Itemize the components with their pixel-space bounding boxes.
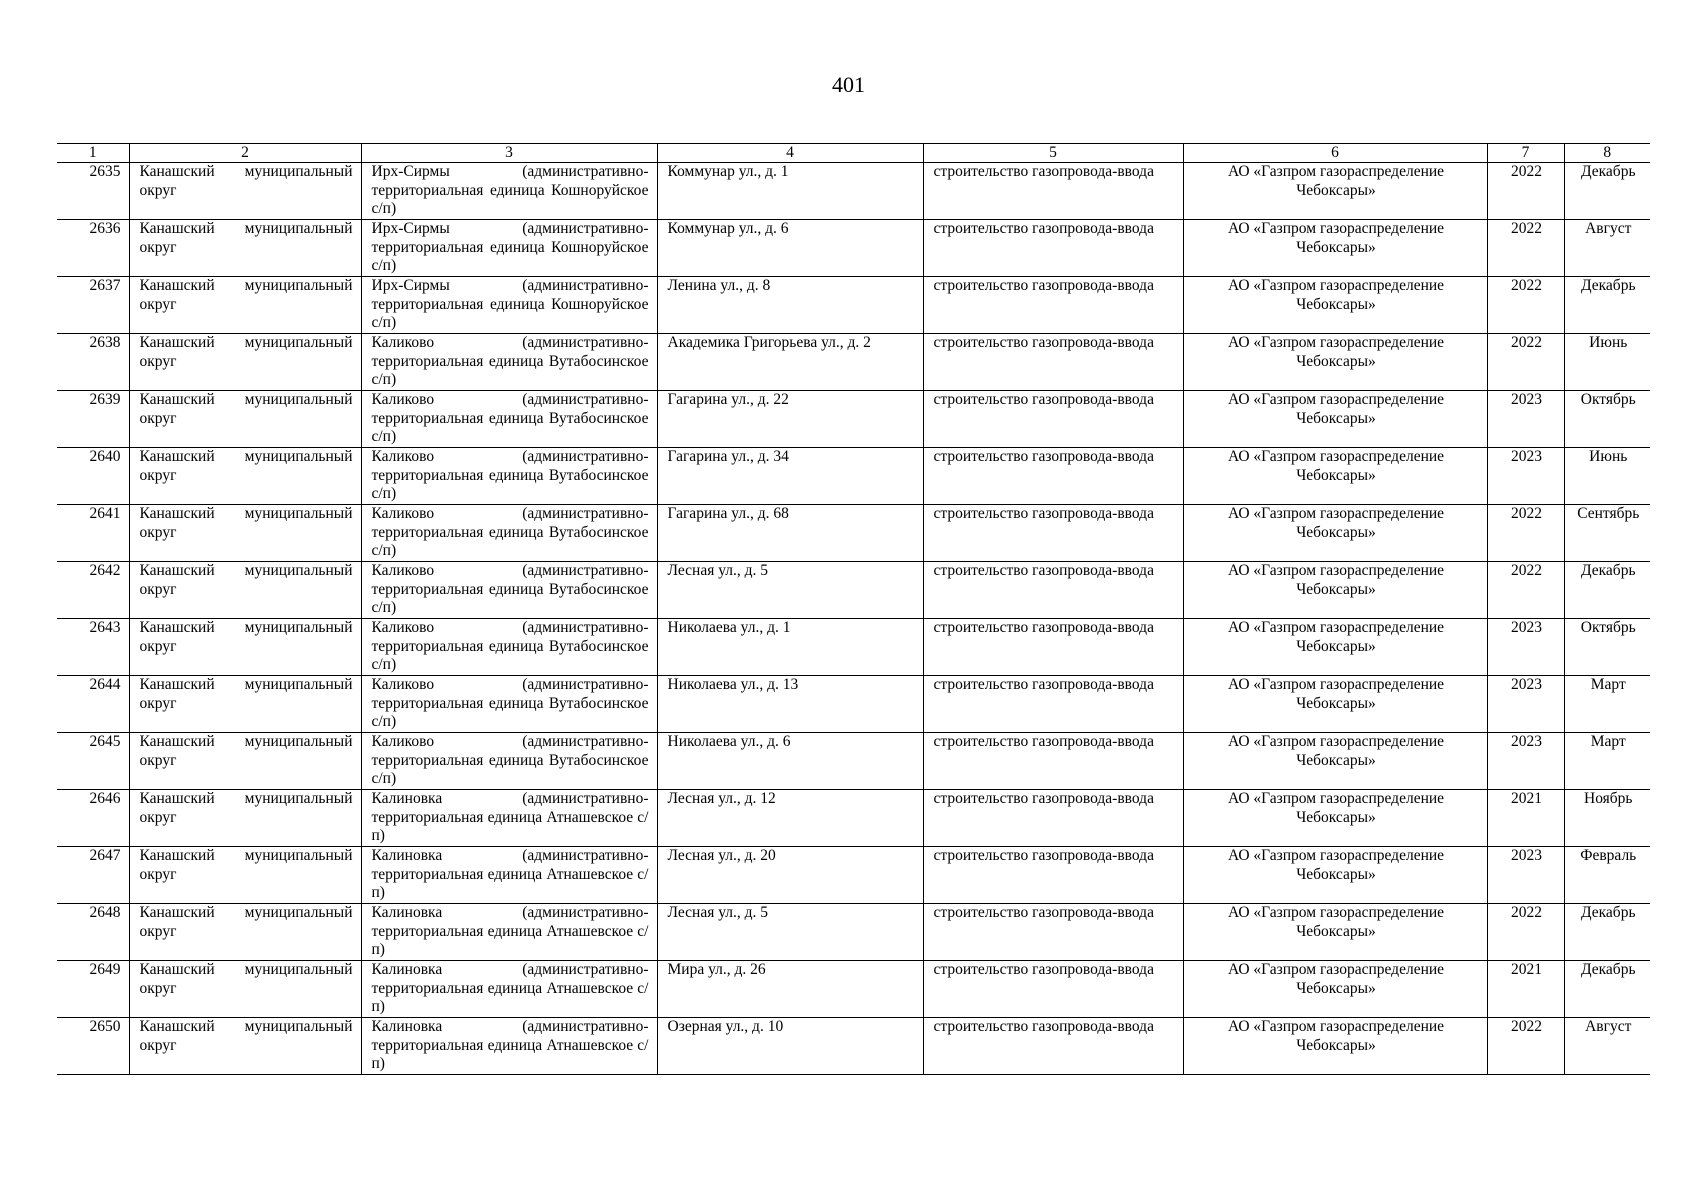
work-type-cell: строительство газопровода-ввода <box>923 505 1183 562</box>
district-cell: Канашский муниципальный округ <box>129 562 361 619</box>
organization-cell: АО «Газпром газораспределение Чебоксары» <box>1183 277 1487 334</box>
column-header-6: 6 <box>1183 144 1487 163</box>
year-cell: 2022 <box>1487 505 1564 562</box>
organization-cell: АО «Газпром газораспределение Чебоксары» <box>1183 448 1487 505</box>
table-row <box>57 448 1650 505</box>
month-cell: Февраль <box>1564 847 1650 904</box>
address-cell: Николаева ул., д. 6 <box>657 733 923 790</box>
table-row <box>57 790 1650 847</box>
work-type-cell: строительство газопровода-ввода <box>923 790 1183 847</box>
month-cell: Август <box>1564 220 1650 277</box>
work-type-cell: строительство газопровода-ввода <box>923 334 1183 391</box>
address-cell: Мира ул., д. 26 <box>657 961 923 1018</box>
address-cell: Николаева ул., д. 13 <box>657 676 923 733</box>
table-row <box>57 277 1650 334</box>
row-number: 2637 <box>57 277 129 334</box>
organization-cell: АО «Газпром газораспределение Чебоксары» <box>1183 904 1487 961</box>
header-row <box>57 144 1650 163</box>
year-cell: 2022 <box>1487 277 1564 334</box>
year-cell: 2022 <box>1487 334 1564 391</box>
row-number: 2639 <box>57 391 129 448</box>
address-cell: Лесная ул., д. 20 <box>657 847 923 904</box>
year-cell: 2023 <box>1487 391 1564 448</box>
row-number: 2645 <box>57 733 129 790</box>
district-cell: Канашский муниципальный округ <box>129 1018 361 1075</box>
settlement-cell: Каликово (административно-территориальная единица Вутабосинское с/п) <box>361 733 657 790</box>
month-cell: Сентябрь <box>1564 505 1650 562</box>
work-type-cell: строительство газопровода-ввода <box>923 1018 1183 1075</box>
district-cell: Канашский муниципальный округ <box>129 391 361 448</box>
settlement-cell: Калиновка (административно-территориальная единица Атнашевское с/п) <box>361 904 657 961</box>
year-cell: 2021 <box>1487 961 1564 1018</box>
work-type-cell: строительство газопровода-ввода <box>923 277 1183 334</box>
work-type-cell: строительство газопровода-ввода <box>923 220 1183 277</box>
settlement-cell: Ирх-Сирмы (административно-территориальная единица Кошноруйское с/п) <box>361 277 657 334</box>
work-type-cell: строительство газопровода-ввода <box>923 391 1183 448</box>
address-cell: Гагарина ул., д. 22 <box>657 391 923 448</box>
district-cell: Канашский муниципальный округ <box>129 676 361 733</box>
row-number: 2646 <box>57 790 129 847</box>
table-row <box>57 391 1650 448</box>
table-row <box>57 334 1650 391</box>
month-cell: Март <box>1564 733 1650 790</box>
row-number: 2638 <box>57 334 129 391</box>
work-type-cell: строительство газопровода-ввода <box>923 904 1183 961</box>
table-row <box>57 505 1650 562</box>
column-header-1: 1 <box>57 144 129 163</box>
work-type-cell: строительство газопровода-ввода <box>923 676 1183 733</box>
settlement-cell: Ирх-Сирмы (административно-территориальная единица Кошноруйское с/п) <box>361 163 657 220</box>
year-cell: 2021 <box>1487 790 1564 847</box>
year-cell: 2022 <box>1487 1018 1564 1075</box>
year-cell: 2022 <box>1487 562 1564 619</box>
organization-cell: АО «Газпром газораспределение Чебоксары» <box>1183 676 1487 733</box>
column-header-4: 4 <box>657 144 923 163</box>
table-row <box>57 904 1650 961</box>
month-cell: Июнь <box>1564 334 1650 391</box>
year-cell: 2023 <box>1487 448 1564 505</box>
organization-cell: АО «Газпром газораспределение Чебоксары» <box>1183 847 1487 904</box>
district-cell: Канашский муниципальный округ <box>129 334 361 391</box>
row-number: 2636 <box>57 220 129 277</box>
district-cell: Канашский муниципальный округ <box>129 904 361 961</box>
column-header-7: 7 <box>1487 144 1564 163</box>
month-cell: Декабрь <box>1564 562 1650 619</box>
year-cell: 2022 <box>1487 163 1564 220</box>
work-type-cell: строительство газопровода-ввода <box>923 448 1183 505</box>
address-cell: Лесная ул., д. 12 <box>657 790 923 847</box>
organization-cell: АО «Газпром газораспределение Чебоксары» <box>1183 334 1487 391</box>
district-cell: Канашский муниципальный округ <box>129 847 361 904</box>
table-row <box>57 847 1650 904</box>
table-row <box>57 961 1650 1018</box>
row-number: 2635 <box>57 163 129 220</box>
district-cell: Канашский муниципальный округ <box>129 448 361 505</box>
address-cell: Ленина ул., д. 8 <box>657 277 923 334</box>
settlement-cell: Каликово (административно-территориальная единица Вутабосинское с/п) <box>361 676 657 733</box>
settlement-cell: Каликово (административно-территориальная единица Вутабосинское с/п) <box>361 334 657 391</box>
address-cell: Гагарина ул., д. 34 <box>657 448 923 505</box>
work-type-cell: строительство газопровода-ввода <box>923 733 1183 790</box>
organization-cell: АО «Газпром газораспределение Чебоксары» <box>1183 562 1487 619</box>
row-number: 2644 <box>57 676 129 733</box>
work-type-cell: строительство газопровода-ввода <box>923 847 1183 904</box>
settlement-cell: Каликово (административно-территориальная единица Вутабосинское с/п) <box>361 562 657 619</box>
address-cell: Лесная ул., д. 5 <box>657 904 923 961</box>
address-cell: Академика Григорьева ул., д. 2 <box>657 334 923 391</box>
district-cell: Канашский муниципальный округ <box>129 505 361 562</box>
work-type-cell: строительство газопровода-ввода <box>923 163 1183 220</box>
district-cell: Канашский муниципальный округ <box>129 277 361 334</box>
row-number: 2641 <box>57 505 129 562</box>
page-number: 401 <box>832 72 865 97</box>
district-cell: Канашский муниципальный округ <box>129 163 361 220</box>
settlement-cell: Калиновка (административно-территориальная единица Атнашевское с/п) <box>361 790 657 847</box>
month-cell: Март <box>1564 676 1650 733</box>
table-row <box>57 676 1650 733</box>
row-number: 2649 <box>57 961 129 1018</box>
table-row <box>57 562 1650 619</box>
organization-cell: АО «Газпром газораспределение Чебоксары» <box>1183 733 1487 790</box>
organization-cell: АО «Газпром газораспределение Чебоксары» <box>1183 505 1487 562</box>
column-header-5: 5 <box>923 144 1183 163</box>
table-row <box>57 163 1650 220</box>
district-cell: Канашский муниципальный округ <box>129 961 361 1018</box>
year-cell: 2022 <box>1487 904 1564 961</box>
year-cell: 2023 <box>1487 733 1564 790</box>
year-cell: 2023 <box>1487 847 1564 904</box>
organization-cell: АО «Газпром газораспределение Чебоксары» <box>1183 163 1487 220</box>
row-number: 2640 <box>57 448 129 505</box>
row-number: 2650 <box>57 1018 129 1075</box>
month-cell: Декабрь <box>1564 961 1650 1018</box>
settlement-cell: Каликово (административно-территориальная единица Вутабосинское с/п) <box>361 505 657 562</box>
address-cell: Озерная ул., д. 10 <box>657 1018 923 1075</box>
row-number: 2648 <box>57 904 129 961</box>
year-cell: 2023 <box>1487 676 1564 733</box>
district-cell: Канашский муниципальный округ <box>129 220 361 277</box>
year-cell: 2023 <box>1487 619 1564 676</box>
organization-cell: АО «Газпром газораспределение Чебоксары» <box>1183 961 1487 1018</box>
address-cell: Коммунар ул., д. 1 <box>657 163 923 220</box>
table-row <box>57 220 1650 277</box>
table-row <box>57 1018 1650 1075</box>
column-header-2: 2 <box>129 144 361 163</box>
column-header-3: 3 <box>361 144 657 163</box>
district-cell: Канашский муниципальный округ <box>129 733 361 790</box>
organization-cell: АО «Газпром газораспределение Чебоксары» <box>1183 391 1487 448</box>
column-header-8: 8 <box>1564 144 1650 163</box>
month-cell: Декабрь <box>1564 904 1650 961</box>
gasification-table <box>57 143 1650 1075</box>
settlement-cell: Калиновка (административно-территориальная единица Атнашевское с/п) <box>361 847 657 904</box>
address-cell: Николаева ул., д. 1 <box>657 619 923 676</box>
month-cell: Октябрь <box>1564 619 1650 676</box>
month-cell: Декабрь <box>1564 277 1650 334</box>
table-row <box>57 733 1650 790</box>
district-cell: Канашский муниципальный округ <box>129 790 361 847</box>
settlement-cell: Калиновка (административно-территориальная единица Атнашевское с/п) <box>361 1018 657 1075</box>
settlement-cell: Каликово (административно-территориальная единица Вутабосинское с/п) <box>361 448 657 505</box>
row-number: 2643 <box>57 619 129 676</box>
address-cell: Гагарина ул., д. 68 <box>657 505 923 562</box>
month-cell: Июнь <box>1564 448 1650 505</box>
work-type-cell: строительство газопровода-ввода <box>923 619 1183 676</box>
table-row <box>57 619 1650 676</box>
settlement-cell: Ирх-Сирмы (административно-территориальная единица Кошноруйское с/п) <box>361 220 657 277</box>
district-cell: Канашский муниципальный округ <box>129 619 361 676</box>
organization-cell: АО «Газпром газораспределение Чебоксары» <box>1183 790 1487 847</box>
address-cell: Лесная ул., д. 5 <box>657 562 923 619</box>
work-type-cell: строительство газопровода-ввода <box>923 961 1183 1018</box>
settlement-cell: Калиновка (административно-территориальная единица Атнашевское с/п) <box>361 961 657 1018</box>
organization-cell: АО «Газпром газораспределение Чебоксары» <box>1183 619 1487 676</box>
year-cell: 2022 <box>1487 220 1564 277</box>
month-cell: Август <box>1564 1018 1650 1075</box>
month-cell: Декабрь <box>1564 163 1650 220</box>
month-cell: Ноябрь <box>1564 790 1650 847</box>
work-type-cell: строительство газопровода-ввода <box>923 562 1183 619</box>
address-cell: Коммунар ул., д. 6 <box>657 220 923 277</box>
organization-cell: АО «Газпром газораспределение Чебоксары» <box>1183 220 1487 277</box>
table-body <box>57 163 1650 1075</box>
settlement-cell: Каликово (административно-территориальная единица Вутабосинское с/п) <box>361 391 657 448</box>
row-number: 2647 <box>57 847 129 904</box>
row-number: 2642 <box>57 562 129 619</box>
settlement-cell: Каликово (административно-территориальная единица Вутабосинское с/п) <box>361 619 657 676</box>
organization-cell: АО «Газпром газораспределение Чебоксары» <box>1183 1018 1487 1075</box>
month-cell: Октябрь <box>1564 391 1650 448</box>
